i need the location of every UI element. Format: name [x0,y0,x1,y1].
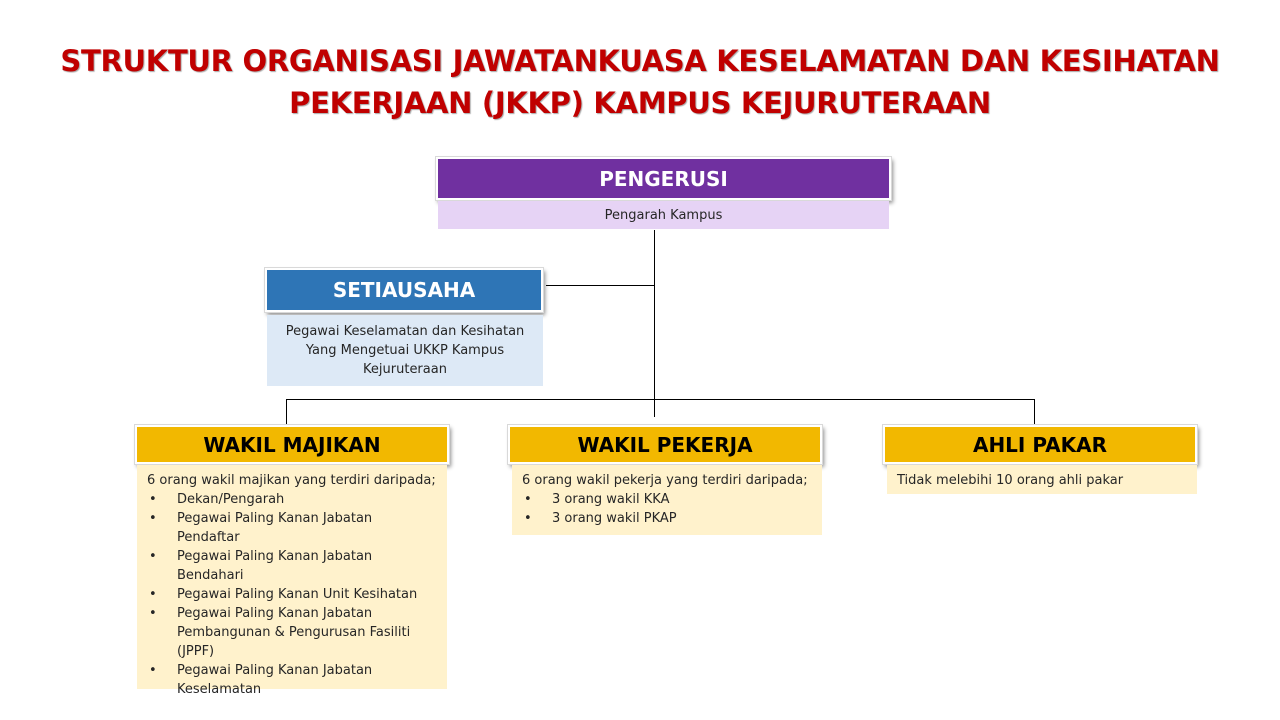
title-line-1: STRUKTUR ORGANISASI JAWATANKUASA KESELAMATAN DAN KESIHATAN [60,44,1220,78]
wakil-pekerja-intro: 6 orang wakil pekerja yang terdiri daripada; [522,473,808,488]
list-item: • Pegawai Paling Kanan Jabatan Bendahari [147,547,437,585]
setiausaha-description [267,315,543,386]
connector-vertical-main [654,230,655,417]
list-item: • Pegawai Paling Kanan Unit Kesihatan [147,585,437,604]
wakil-majikan-box: WAKIL MAJIKAN [135,425,449,464]
list-item: • Pegawai Paling Kanan Jabatan Pembangunan & Pengurusan Fasiliti (JPPF) [147,604,437,661]
list-item: • Pegawai Paling Kanan Jabatan Keselamatan [147,661,437,699]
list-item: • 3 orang wakil KKA [522,490,812,509]
wakil-pekerja-box: WAKIL PEKERJA [508,425,822,464]
ahli-pakar-box: AHLI PAKAR [883,425,1197,464]
list-item: • Dekan/Pengarah [147,490,437,509]
title-line-2: PEKERJAAN (JKKP) KAMPUS KEJURUTERAAN [289,86,991,120]
connector-setiausaha [546,285,654,286]
wakil-majikan-description [137,465,447,697]
connector-majikan [286,399,287,426]
list-item: • Pegawai Paling Kanan Jabatan Pendaftar [147,509,437,547]
setiausaha-desc-line: Pegawai Keselamatan dan Kesihatan [285,324,525,339]
connector-horizontal-wakil [286,399,1035,400]
wakil-majikan-intro: 6 orang wakil majikan yang terdiri daripada; [147,473,436,488]
pengerusi-box: PENGERUSI [436,157,891,200]
pengerusi-description: Pengarah Kampus [438,201,889,229]
wakil-majikan-list [147,490,437,699]
list-item: • 3 orang wakil PKAP [522,509,812,528]
setiausaha-desc-line: Yang Mengetuai UKKP Kampus [305,343,505,358]
setiausaha-box: SETIAUSAHA [265,268,543,312]
wakil-pekerja-description [512,465,822,535]
ahli-pakar-description: Tidak melebihi 10 orang ahli pakar [887,465,1197,494]
connector-pakar [1034,399,1035,426]
setiausaha-desc-line: Kejuruteraan [363,362,447,377]
wakil-pekerja-list [522,490,812,528]
diagram-title [0,40,1280,124]
